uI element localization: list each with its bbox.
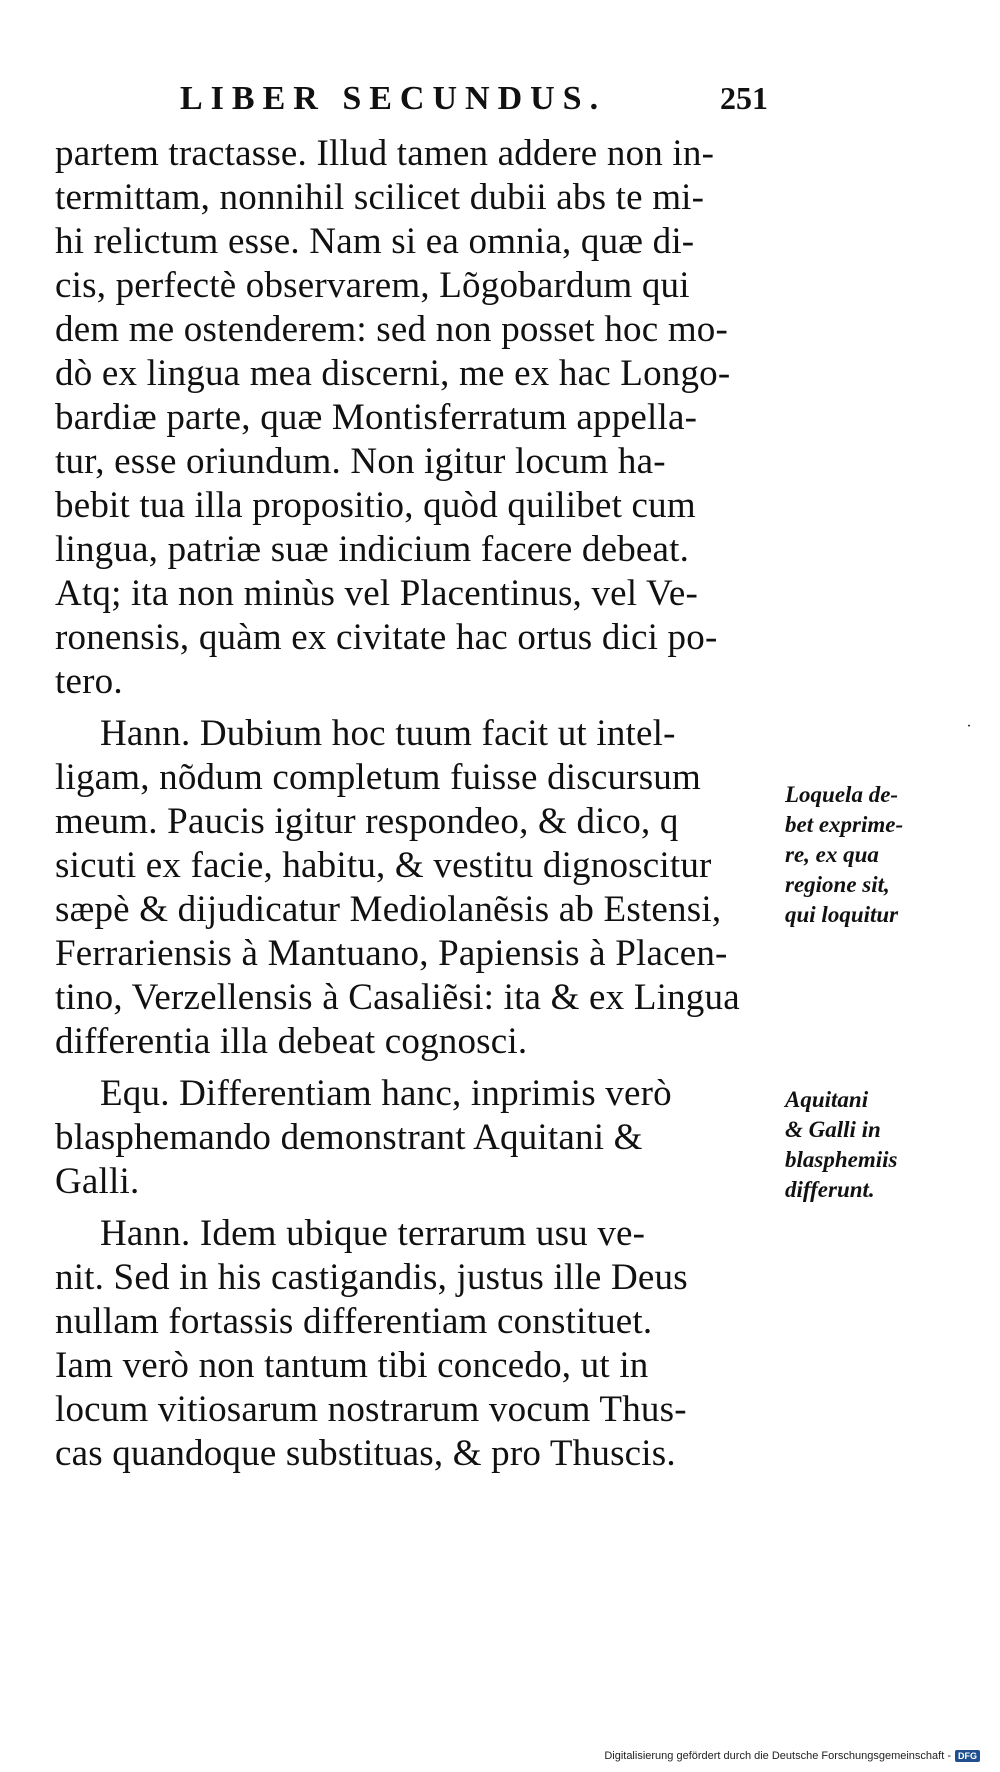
- text-line: Galli.: [55, 1161, 140, 1202]
- text-line: meum. Paucis igitur respondeo, & dico, q: [55, 801, 679, 842]
- margin-note-loquela: [785, 780, 950, 930]
- margin-note-line: & Galli in: [785, 1117, 881, 1142]
- ink-speck: ˙: [965, 722, 973, 741]
- margin-note-line: re, ex qua: [785, 842, 879, 867]
- running-title: LIBER SECUNDUS.: [180, 80, 607, 117]
- text-line: differentia illa debeat cognosci.: [55, 1021, 528, 1062]
- dfg-logo-icon: DFG: [955, 1750, 980, 1762]
- margin-note-line: differunt.: [785, 1177, 875, 1202]
- text-line: locum vitiosarum nostrarum vocum Thus-: [55, 1389, 687, 1430]
- text-line: ronensis, quàm ex civitate hac ortus dici po-: [55, 617, 718, 658]
- speech-hann-2: Hann. Idem ubique terrarum usu ve-: [100, 1213, 646, 1254]
- text-line: ligam, nõdum completum fuisse discursum: [55, 757, 701, 798]
- digitization-footer: [604, 1746, 980, 1766]
- text-line: Atq; ita non minùs vel Placentinus, vel Ve-: [55, 573, 699, 614]
- margin-note-line: Loquela de-: [785, 782, 899, 807]
- text-line: tino, Verzellensis à Casaliẽsi: ita & ex Lingua: [55, 977, 740, 1018]
- text-line: lingua, patriæ suæ indicium facere debeat.: [55, 529, 690, 570]
- text-line: Iam verò non tantum tibi concedo, ut in: [55, 1345, 649, 1386]
- text-line: sæpè & dijudicatur Mediolanẽsis ab Estensi,: [55, 889, 722, 930]
- margin-note-line: regione sit,: [785, 872, 890, 897]
- text-line: tur, esse oriundum. Non igitur locum ha-: [55, 441, 666, 482]
- text-line: nit. Sed in his castigandis, justus ille Deus: [55, 1257, 688, 1298]
- text-line: Ferrariensis à Mantuano, Papiensis à Placen-: [55, 933, 728, 974]
- text-line: cis, perfectè observarem, Lõgobardum qui: [55, 265, 690, 306]
- page-number: 251: [720, 80, 768, 116]
- text-line: sicuti ex facie, habitu, & vestitu dignoscitur: [55, 845, 712, 886]
- text-line: bebit tua illa propositio, quòd quilibet cum: [55, 485, 696, 526]
- margin-note-line: qui loquitur: [785, 902, 899, 927]
- text-line: hi relictum esse. Nam si ea omnia, quæ di-: [55, 221, 695, 262]
- text-line: nullam fortassis differentiam constituet.: [55, 1301, 653, 1342]
- text-line: dem me ostenderem: sed non posset hoc mo-: [55, 309, 729, 350]
- margin-note-line: bet exprime-: [785, 812, 904, 837]
- speech-equ: Equ. Differentiam hanc, inprimis verò: [100, 1073, 672, 1114]
- text-line: termittam, nonnihil scilicet dubii abs te mi-: [55, 177, 705, 218]
- text-line: partem tractasse. Illud tamen addere non in-: [55, 133, 715, 174]
- text-line: cas quandoque substituas, & pro Thuscis.: [55, 1433, 676, 1474]
- text-line: blasphemando demonstrant Aquitani &: [55, 1117, 643, 1158]
- footer-credit: Digitalisierung gefördert durch die Deutsche Forschungsgemeinschaft -: [604, 1750, 951, 1762]
- margin-note-line: Aquitani: [785, 1087, 869, 1112]
- text-line: dò ex lingua mea discerni, me ex hac Longo-: [55, 353, 731, 394]
- text-line: tero.: [55, 661, 123, 702]
- margin-note-aquitani: [785, 1085, 950, 1205]
- margin-note-line: blasphemiis: [785, 1147, 898, 1172]
- speech-hann-1: Hann. Dubium hoc tuum facit ut intel-: [100, 713, 676, 754]
- text-line: bardiæ parte, quæ Montisferratum appella-: [55, 397, 698, 438]
